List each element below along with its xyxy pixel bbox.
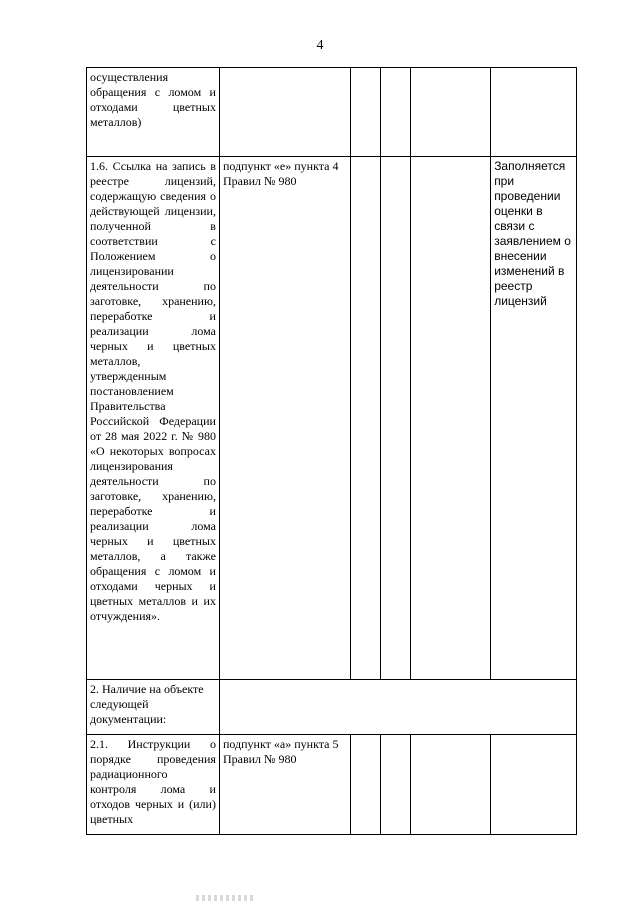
- criterion-cell: 2.1. Инструкции о порядке проведения радиационного контроля лома и отходов черных и (или) цветных: [87, 735, 220, 835]
- merged-empty-cell: [219, 680, 576, 735]
- empty-cell: [410, 735, 490, 835]
- empty-cell: [350, 68, 380, 157]
- section-heading-cell: 2. Наличие на объекте следующей документации:: [87, 680, 220, 735]
- page-number: 4: [316, 38, 324, 53]
- reference-cell: подпункт «а» пункта 5 Правил № 980: [219, 735, 350, 835]
- criterion-cell: 1.6. Ссылка на запись в реестре лицензий, содержащую сведения о действующей лицензии, полученной в соответствии с Положением о лицензировании деятельности по заготовке, хранению, переработке и реализации лома черных и цветных металлов, утвержденным постановлением Правительства Российской Федерации от 28 мая 2022 г. № 980 «О некоторых вопросах лицензирования деятельности по заготовке, хранению, переработке и реализации лома черных и цветных металлов, а также обращения с ломом и отходами черных и цветных металлов и их отчуждения».: [87, 157, 220, 680]
- reference-cell: [219, 68, 350, 157]
- table-row: [87, 735, 577, 835]
- empty-cell: [350, 157, 380, 680]
- criterion-cell: осуществления обращения с ломом и отходами цветных металлов): [87, 68, 220, 157]
- reference-cell: подпункт «е» пункта 4 Правил № 980: [219, 157, 350, 680]
- note-cell: Заполняется при проведении оценки в связи с заявлением о внесении изменений в реестр лицензий: [491, 157, 577, 680]
- empty-cell: [380, 68, 410, 157]
- empty-cell: [380, 735, 410, 835]
- requirements-table: [86, 67, 577, 835]
- scan-artifact: [196, 895, 256, 901]
- empty-cell: [410, 157, 490, 680]
- table-row: [87, 680, 577, 735]
- empty-cell: [410, 68, 490, 157]
- note-cell: [491, 735, 577, 835]
- empty-cell: [350, 735, 380, 835]
- table-row: [87, 68, 577, 157]
- note-cell: [491, 68, 577, 157]
- table-row: [87, 157, 577, 680]
- empty-cell: [380, 157, 410, 680]
